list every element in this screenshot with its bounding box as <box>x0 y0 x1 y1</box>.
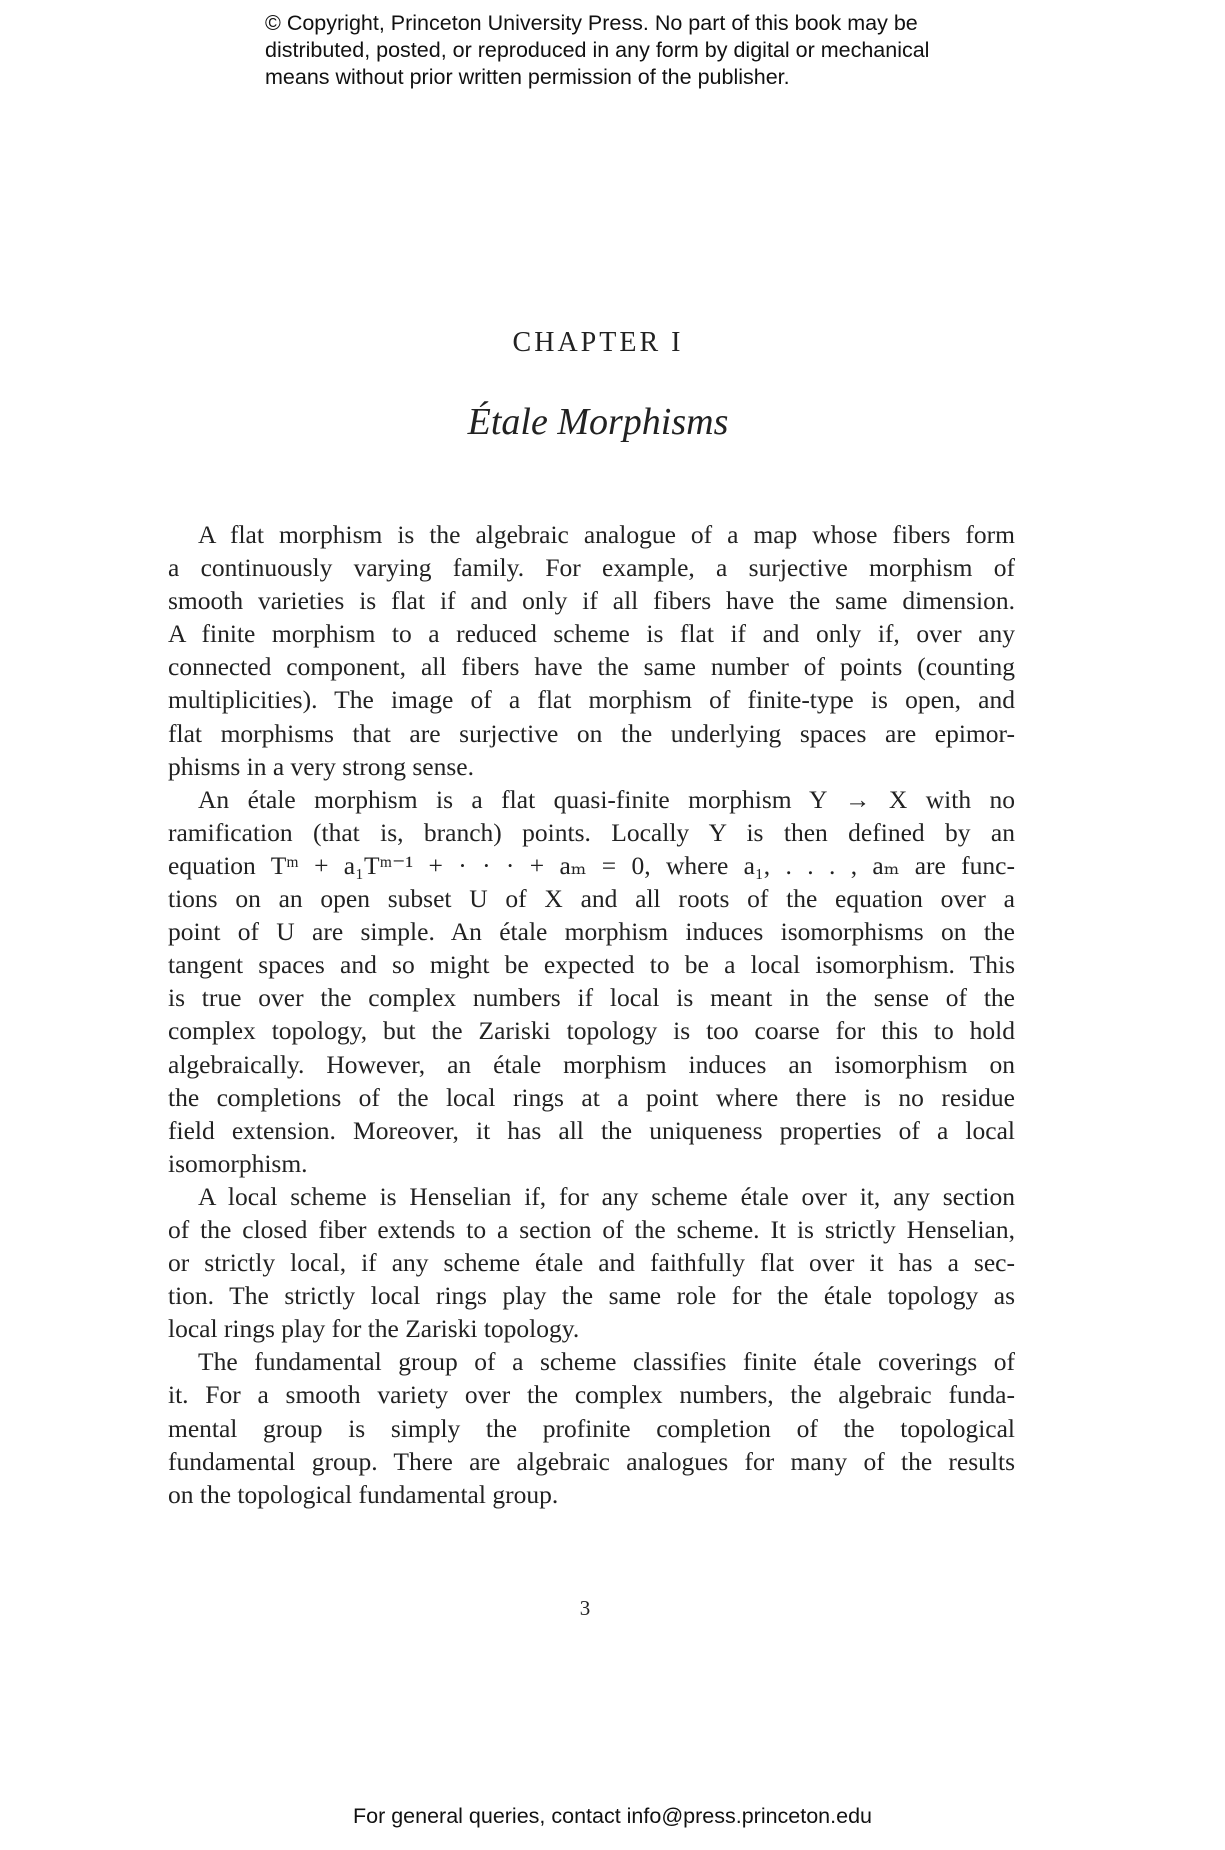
copyright-line: distributed, posted, or reproduced in any form by digital or mechanical <box>265 38 930 62</box>
text-line: flat morphisms that are surjective on the underlying spaces are epimor- <box>168 718 1015 748</box>
text-line: A flat morphism is the algebraic analogue of a map whose fibers form <box>198 520 1015 549</box>
text-line: equation Tᵐ + a₁Tᵐ⁻¹ + · · · + aₘ = 0, where a₁, . . . , aₘ are func- <box>168 850 1015 880</box>
text-line: local rings play for the Zariski topology. <box>168 1314 580 1344</box>
copyright-line: means without prior written permission of the publisher. <box>265 65 790 89</box>
text-line: phisms in a very strong sense. <box>168 751 474 781</box>
chapter-title: Étale Morphisms <box>467 401 729 443</box>
chapter-label: CHAPTER I <box>512 327 684 358</box>
text-line: tion. The strictly local rings play the same role for the étale topology as <box>168 1281 1015 1311</box>
text-line: a continuously varying family. For example, a surjective morphism of <box>168 553 1015 583</box>
footer-contact: For general queries, contact info@press.princeton.edu <box>352 1804 872 1828</box>
copyright-notice <box>265 10 1025 91</box>
text-line: the completions of the local rings at a point where there is no residue <box>168 1082 1015 1112</box>
text-line: complex topology, but the Zariski topology is too coarse for this to hold <box>168 1016 1015 1046</box>
text-line: it. For a smooth variety over the complex numbers, the algebraic funda- <box>168 1380 1015 1410</box>
text-line: A finite morphism to a reduced scheme is flat if and only if, over any <box>168 619 1015 649</box>
text-line: mental group is simply the profinite completion of the topological <box>168 1413 1015 1443</box>
text-line: connected component, all fibers have the same number of points (counting <box>168 652 1015 682</box>
page-number: 3 <box>579 1596 591 1620</box>
text-line: fundamental group. There are algebraic analogues for many of the results <box>168 1446 1015 1476</box>
paragraph <box>168 783 1015 1180</box>
text-line: tangent spaces and so might be expected to be a local isomorphism. This <box>168 950 1015 980</box>
text-line: A local scheme is Henselian if, for any scheme étale over it, any section <box>198 1181 1015 1211</box>
chapter-body <box>168 518 1015 1511</box>
text-line: ramification (that is, branch) points. Locally Y is then defined by an <box>168 817 1015 847</box>
copyright-line: © Copyright, Princeton University Press. No part of this book may be <box>265 11 918 35</box>
text-line: or strictly local, if any scheme étale and faithfully flat over it has a sec- <box>168 1248 1015 1278</box>
text-line: of the closed fiber extends to a section of the scheme. It is strictly Henselian, <box>168 1214 1015 1244</box>
text-line: on the topological fundamental group. <box>168 1479 559 1509</box>
text-line: tions on an open subset U of X and all roots of the equation over a <box>168 884 1015 914</box>
text-line: An étale morphism is a flat quasi-finite morphism Y → X with no <box>198 784 1015 814</box>
paragraph <box>168 1345 1015 1510</box>
text-line: is true over the complex numbers if local is meant in the sense of the <box>168 983 1015 1013</box>
paragraph <box>168 518 1015 783</box>
text-line: algebraically. However, an étale morphism induces an isomorphism on <box>168 1049 1015 1079</box>
text-line: The fundamental group of a scheme classifies finite étale coverings of <box>198 1347 1015 1377</box>
paragraph <box>168 1180 1015 1345</box>
text-line: field extension. Moreover, it has all the uniqueness properties of a local <box>168 1115 1015 1145</box>
text-line: smooth varieties is flat if and only if all fibers have the same dimension. <box>168 586 1015 616</box>
text-line: point of U are simple. An étale morphism induces isomorphisms on the <box>168 917 1015 947</box>
text-line: multiplicities). The image of a flat morphism of finite-type is open, and <box>168 685 1015 715</box>
text-line: isomorphism. <box>168 1148 308 1178</box>
